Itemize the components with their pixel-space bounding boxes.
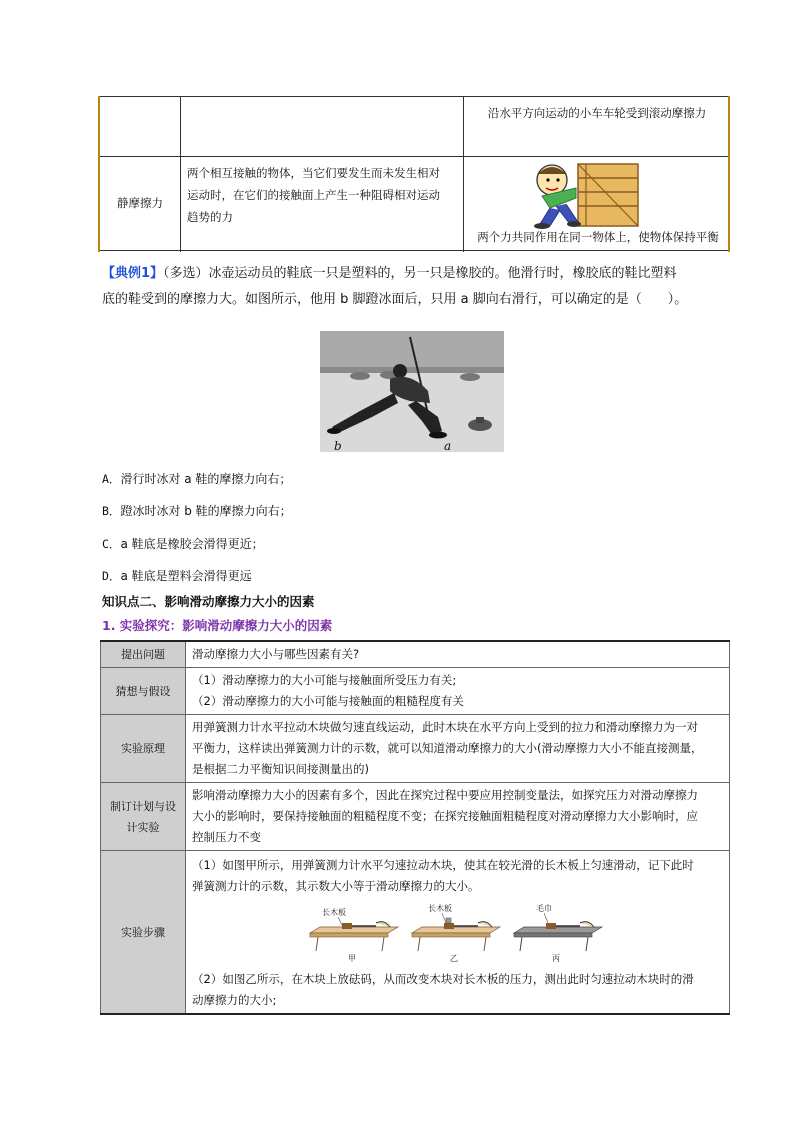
svg-text:长木板: 长木板 [428, 904, 452, 913]
table-border-top [100, 96, 728, 97]
experiment-figures [192, 899, 712, 965]
boy-pushing-crate-illustration [530, 158, 642, 230]
figure-yi [412, 903, 500, 963]
table-border-bottom [100, 250, 728, 251]
example-line-2: 底的鞋受到的摩擦力大。如图所示，他用 b 脚蹬冰面后，只用 a 脚向右滑行，可以确定的是（ ）。 [102, 292, 688, 307]
figure-jia [310, 907, 398, 963]
rolling-friction-example: 沿水平方向运动的小车车轮受到滚动摩擦力 [487, 106, 707, 120]
table-row [101, 641, 730, 668]
row-content: （1）滑动摩擦力的大小可能与接触面所受压力有关; （2）滑动摩擦力的大小可能与接触面的粗糙程度有关 [186, 668, 730, 715]
example-tag: 【典例1】 [102, 266, 164, 281]
option-c: C．a 鞋底是橡胶会滑得更近； [102, 537, 264, 551]
table-row [101, 851, 730, 1015]
photo-label-a: a [444, 439, 452, 452]
row-label-steps: 实验步骤 [101, 851, 186, 1015]
option-a: A．滑行时冰对 a 鞋的摩擦力向右； [102, 472, 292, 486]
row-label-question: 提出问题 [101, 641, 186, 668]
svg-text:甲: 甲 [348, 954, 356, 963]
row-label-hypothesis: 猜想与假设 [101, 668, 186, 715]
example-question [102, 261, 742, 313]
section-title: 知识点二、影响滑动摩擦力大小的因素 [102, 594, 315, 609]
row-content: 用弹簧测力计水平拉动木块做匀速直线运动，此时木块在水平方向上受到的拉力和滑动摩擦力为一对 平衡力，这样读出弹簧测力计的示数，就可以知道滑动摩擦力的大小(滑动摩擦力大小不能直接测量， 是根据二力平衡知识间接测量出的) [186, 715, 730, 783]
photo-label-b: b [334, 439, 342, 452]
row-content: （1）如图甲所示，用弹簧测力计水平匀速拉动木块，使其在较光滑的长木板上匀速滑动，记下此时 弹簧测力计的示数，其示数大小等于滑动摩擦力的大小。 长木板 甲 长木板 乙 毛巾 丙 （2）如图乙所示，在木块上放砝码，从而改变木块对长木板的压力，测出此时匀速拉动木块时的滑 动摩擦力的大小; [186, 851, 730, 1015]
row-label-plan: 制订计划与设计实验 [101, 783, 186, 851]
static-friction-example: 两个力共同作用在同一物体上，使物体保持平衡 [477, 230, 719, 244]
svg-text:毛巾: 毛巾 [536, 904, 552, 913]
svg-text:乙: 乙 [450, 954, 458, 963]
row-content: 滑动摩擦力大小与哪些因素有关? [186, 641, 730, 668]
option-d: D．a 鞋底是塑料会滑得更远 [102, 569, 252, 583]
table-row [101, 783, 730, 851]
svg-text:长木板: 长木板 [322, 908, 346, 917]
curling-photo [320, 331, 504, 452]
table-row [101, 668, 730, 715]
row-label-principle: 实验原理 [101, 715, 186, 783]
table-row [101, 715, 730, 783]
example-line-1: （多选）冰壶运动员的鞋底一只是塑料的，另一只是橡胶的。他滑行时，橡胶底的鞋比塑料 [163, 266, 677, 281]
option-b: B．蹬冰时冰对 b 鞋的摩擦力向右； [102, 504, 292, 518]
experiment-table [100, 640, 730, 1015]
friction-table [98, 96, 730, 252]
figure-bing [514, 903, 602, 963]
row-content: 影响滑动摩擦力大小的因素有多个，因此在探究过程中要应用控制变量法，如探究压力对滑动摩擦力 大小的影响时，要保持接触面的粗糙程度不变；在探究接触面粗糙程度对滑动摩擦力大小影响时，应 控制压力不变 [186, 783, 730, 851]
svg-text:丙: 丙 [552, 954, 560, 963]
section-subtitle: 1. 实验探究：影响滑动摩擦力大小的因素 [102, 618, 333, 633]
static-friction-label: 静摩擦力 [117, 196, 163, 210]
static-friction-definition: 两个相互接触的物体，当它们要发生而未发生相对 运动时，在它们的接触面上产生一种阻碍相对运动 趋势的力 [187, 166, 440, 224]
table-col-divider [180, 96, 181, 252]
table-row-divider [100, 156, 728, 157]
